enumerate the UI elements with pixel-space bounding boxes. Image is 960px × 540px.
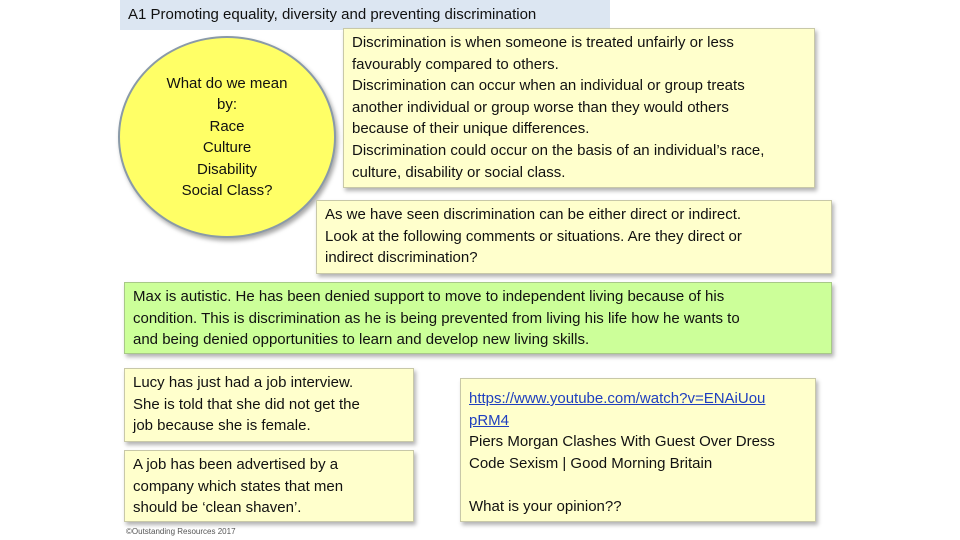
definition-line: because of their unique differences. xyxy=(352,120,590,138)
lucy-line: Lucy has just had a job interview. xyxy=(133,374,354,391)
circle-line: Disability xyxy=(196,160,257,178)
circle-line: Social Class? xyxy=(181,182,273,199)
copyright-footer: ©Outstanding Resources 2017 xyxy=(126,527,236,536)
definition-line: Discrimination could occur on the basis of an individual’s race, xyxy=(352,141,765,159)
definition-line: another individual or group worse than they would others xyxy=(352,98,729,116)
video-link[interactable] xyxy=(469,388,807,431)
job-line: company which states that men xyxy=(133,477,344,495)
circle-line: What do we mean xyxy=(166,74,288,92)
video-link-line[interactable]: pRM4 xyxy=(469,411,510,429)
slide-title: A1 Promoting equality, diversity and preventing discrimination xyxy=(120,0,610,30)
definition-line: culture, disability or social class. xyxy=(352,163,566,181)
max-line: and being denied opportunities to learn and develop new living skills. xyxy=(133,331,590,349)
opinion-question: What is your opinion?? xyxy=(469,497,622,515)
circle-line: Culture xyxy=(202,139,252,156)
max-line: condition. This is discrimination as he is being prevented from living his life how he wants to xyxy=(133,309,740,327)
lucy-line: job because she is female. xyxy=(133,417,311,435)
circle-line: by: xyxy=(216,96,237,113)
definition-line: Discrimination can occur when an individual or group treats xyxy=(352,77,745,95)
spacer xyxy=(469,474,807,496)
video-box xyxy=(460,378,816,522)
definition-line: Discrimination is when someone is treated unfairly or less xyxy=(352,34,734,51)
max-line: Max is autistic. He has been denied support to move to independent living because of his xyxy=(133,288,725,305)
direct-indirect-box xyxy=(316,200,832,274)
video-link-line[interactable]: https://www.youtube.com/watch?v=ENAiUou xyxy=(469,390,766,407)
definition-box xyxy=(343,28,815,188)
video-title: Piers Morgan Clashes With Guest Over Dress xyxy=(469,433,775,451)
max-example-box xyxy=(124,282,832,354)
video-title: Code Sexism | Good Morning Britain xyxy=(469,454,713,472)
job-advert-box xyxy=(124,450,414,522)
job-line: A job has been advertised by a xyxy=(133,456,339,473)
lucy-line: She is told that she did not get the xyxy=(133,395,360,413)
direct-line: As we have seen discrimination can be either direct or indirect. xyxy=(325,206,742,223)
question-circle xyxy=(118,36,336,238)
direct-line: indirect discrimination? xyxy=(325,249,478,267)
circle-line: Race xyxy=(209,117,245,135)
definition-line: favourably compared to others. xyxy=(352,55,559,73)
lucy-example-box xyxy=(124,368,414,442)
direct-line: Look at the following comments or situations. Are they direct or xyxy=(325,227,742,245)
job-line: should be ‘clean shaven’. xyxy=(133,499,302,517)
